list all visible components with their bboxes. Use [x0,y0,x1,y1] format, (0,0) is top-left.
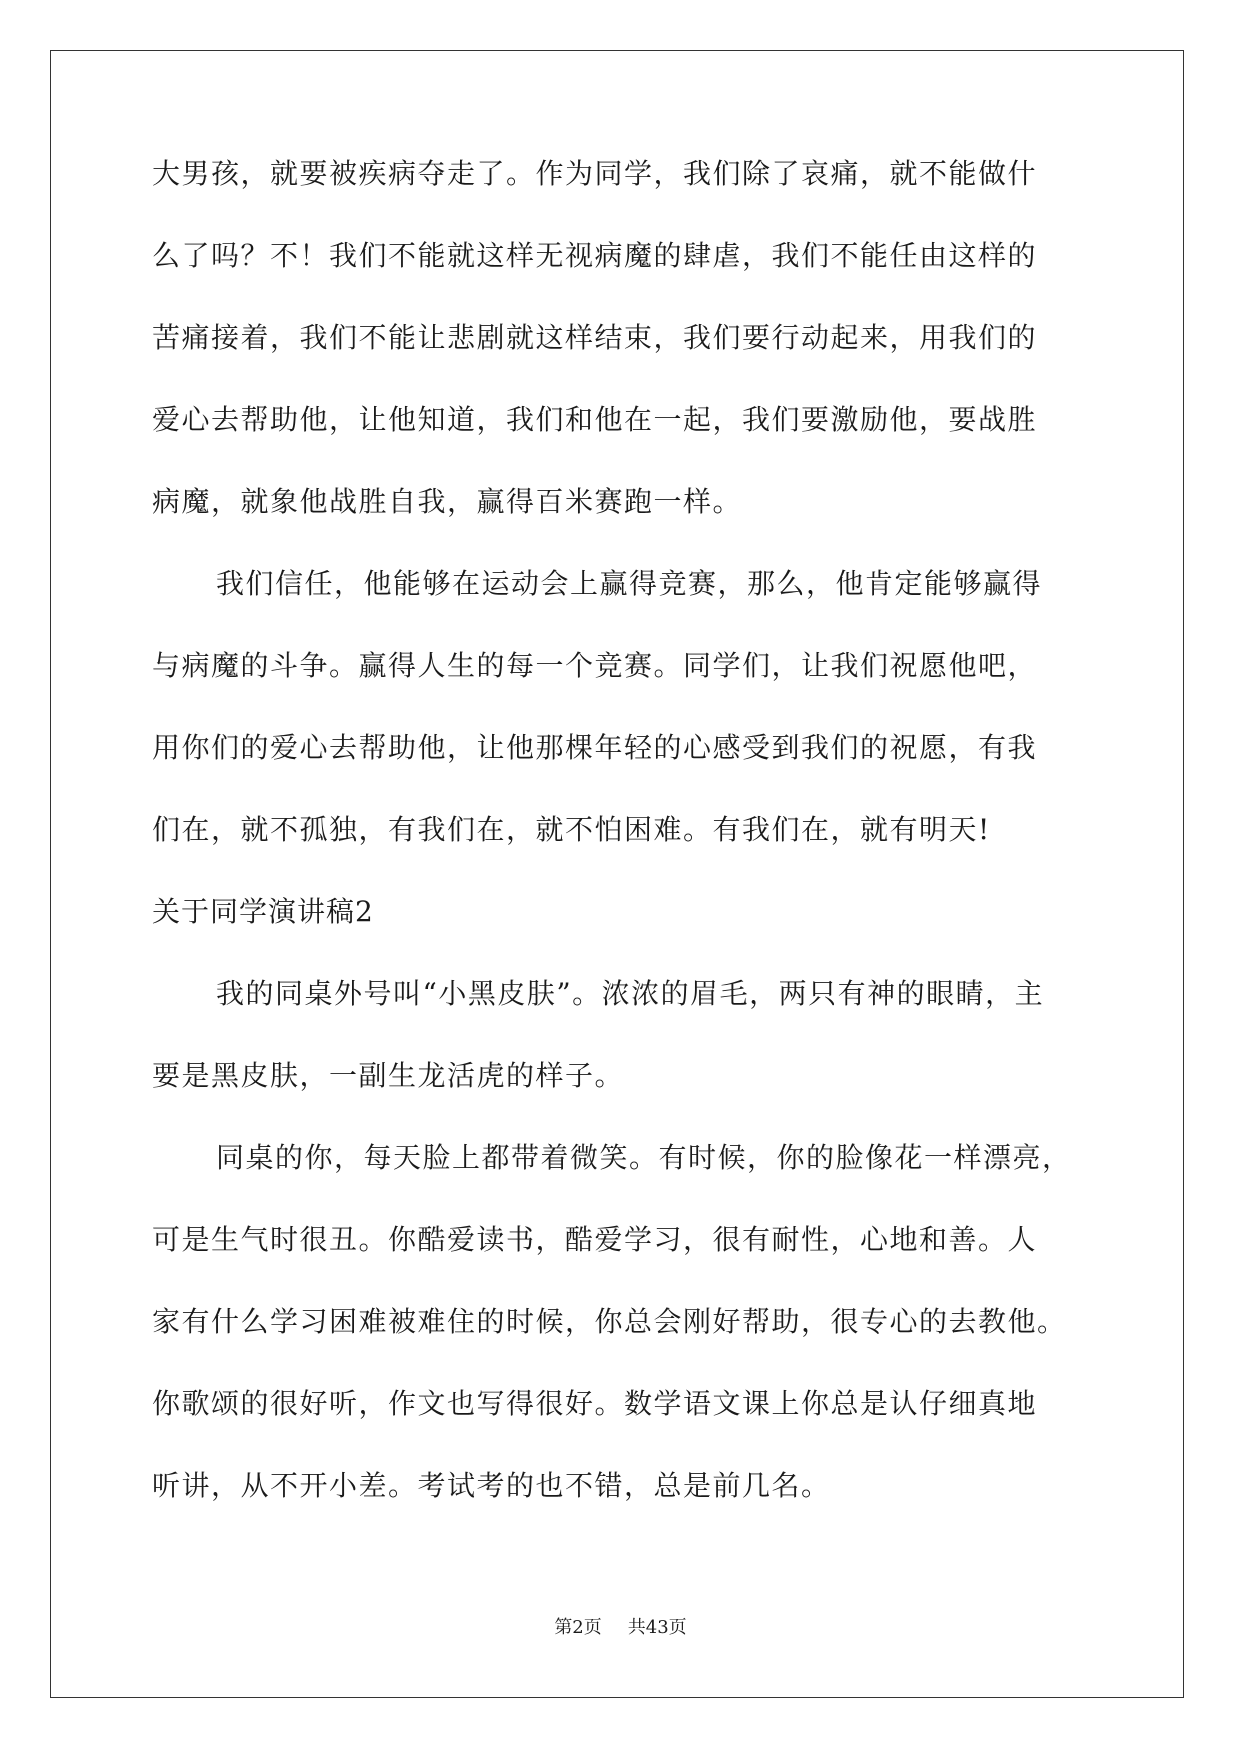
text-line: 听讲，从不开小差。考试考的也不错，总是前几名。 [152,1469,831,1502]
text-line: 与病魔的斗争。赢得人生的每一个竞赛。同学们，让我们祝愿他吧， [152,649,1038,682]
text-line: 家有什么学习困难被难住的时候，你总会刚好帮助，很专心的去教他。 [152,1305,1067,1338]
page-number: 第2页 [554,1617,602,1638]
text-line: 同桌的你，每天脸上都带着微笑。有时候，你的脸像花一样漂亮， [216,1141,1072,1174]
text-line: 们在，就不孤独，有我们在，就不怕困难。有我们在，就有明天! [152,813,991,846]
paragraph-2 [152,567,1102,846]
text-line: 大男孩，就要被疾病夺走了。作为同学，我们除了哀痛，就不能做什 [152,157,1038,190]
text-line: 病魔，就象他战胜自我，赢得百米赛跑一样。 [152,485,743,518]
text-line: 你歌颂的很好听，作文也写得很好。数学语文课上你总是认仔细真地 [152,1387,1038,1420]
paragraph-1 [152,157,1102,518]
text-line: 么了吗？不！我们不能就这样无视病魔的肆虐，我们不能任由这样的 [152,239,1038,272]
text-line: 我的同桌外号叫“小黑皮肤”。浓浓的眉毛，两只有神的眼睛，主 [216,977,1045,1010]
text-line: 我们信任，他能够在运动会上赢得竞赛，那么，他肯定能够赢得 [216,567,1043,600]
text-line: 苦痛接着，我们不能让悲剧就这样结束，我们要行动起来，用我们的 [152,321,1038,354]
total-pages: 共43页 [627,1617,687,1638]
paragraph-4 [152,1141,1102,1502]
paragraph-3 [152,977,1102,1092]
section-heading: 关于同学演讲稿2 [152,895,374,928]
text-line: 用你们的爱心去帮助他，让他那棵年轻的心感受到我们的祝愿，有我 [152,731,1038,764]
page-footer [0,1618,1241,1638]
text-line: 爱心去帮助他，让他知道，我们和他在一起，我们要激励他，要战胜 [152,403,1038,436]
text-line: 可是生气时很丑。你酷爱读书，酷爱学习，很有耐性，心地和善。人 [152,1223,1038,1256]
text-line: 要是黑皮肤，一副生龙活虎的样子。 [152,1059,625,1092]
document-body [152,157,1102,1554]
